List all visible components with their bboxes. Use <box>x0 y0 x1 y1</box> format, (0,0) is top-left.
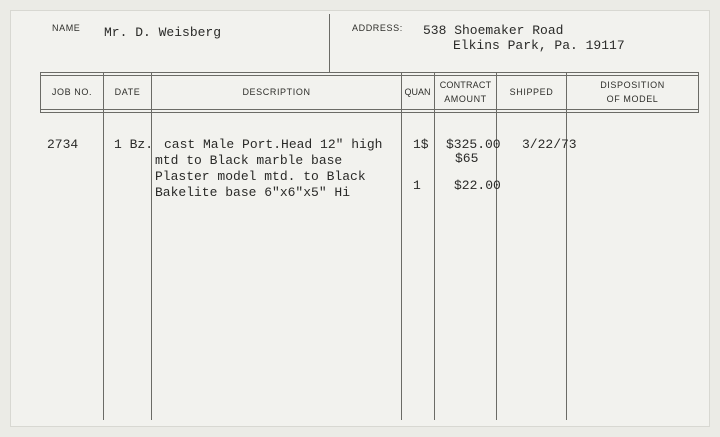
amount-1: $325.00 <box>446 137 501 152</box>
disposition-header-line2: OF MODEL <box>606 94 659 104</box>
column-line-right <box>698 72 699 113</box>
shipped-date: 3/22/73 <box>522 137 577 152</box>
column-line-quan <box>434 72 435 420</box>
quantity-2: 1 <box>413 178 421 193</box>
shipped-header: SHIPPED <box>509 87 554 97</box>
description-line-2: mtd to Black marble base <box>155 153 343 168</box>
column-header-rule-2 <box>40 112 698 113</box>
address-line-2: Elkins Park, Pa. 19117 <box>453 38 625 53</box>
description-header: DESCRIPTION <box>242 87 311 97</box>
amount-3: $22.00 <box>454 178 501 193</box>
client-name: Mr. D. Weisberg <box>104 25 222 40</box>
column-header-rule <box>40 109 698 110</box>
quan-header: QUAN <box>404 87 431 97</box>
description-line-1: cast Male Port.Head 12" high <box>164 137 383 152</box>
column-line-amount <box>496 72 497 420</box>
job-no-header: JOB NO. <box>51 87 93 97</box>
date-header: DATE <box>114 87 141 97</box>
description-line-3: Plaster model mtd. to Black <box>155 169 366 184</box>
job-number: 2734 <box>47 137 79 152</box>
address-label: ADDRESS: <box>352 23 403 33</box>
header-divider <box>329 14 330 72</box>
column-line-date <box>151 72 152 420</box>
header-bottom-rule-2 <box>40 75 698 76</box>
disposition-header-line1: DISPOSITION <box>600 80 665 90</box>
amount-2: $65 <box>455 151 479 166</box>
column-line-shipped <box>566 72 567 420</box>
name-label: NAME <box>52 23 81 33</box>
column-line-description <box>401 72 402 420</box>
description-line-4: Bakelite base 6"x6"x5" Hi <box>155 185 351 200</box>
column-line-job <box>103 72 104 420</box>
contract-header-line2: AMOUNT <box>444 94 487 104</box>
contract-header-line1: CONTRACT <box>439 80 492 90</box>
address-line-1: 538 Shoemaker Road <box>423 23 564 38</box>
header-bottom-rule <box>40 72 698 73</box>
quantity-1: 1$ <box>413 137 429 152</box>
entry-date: 1 Bz. <box>114 137 154 152</box>
